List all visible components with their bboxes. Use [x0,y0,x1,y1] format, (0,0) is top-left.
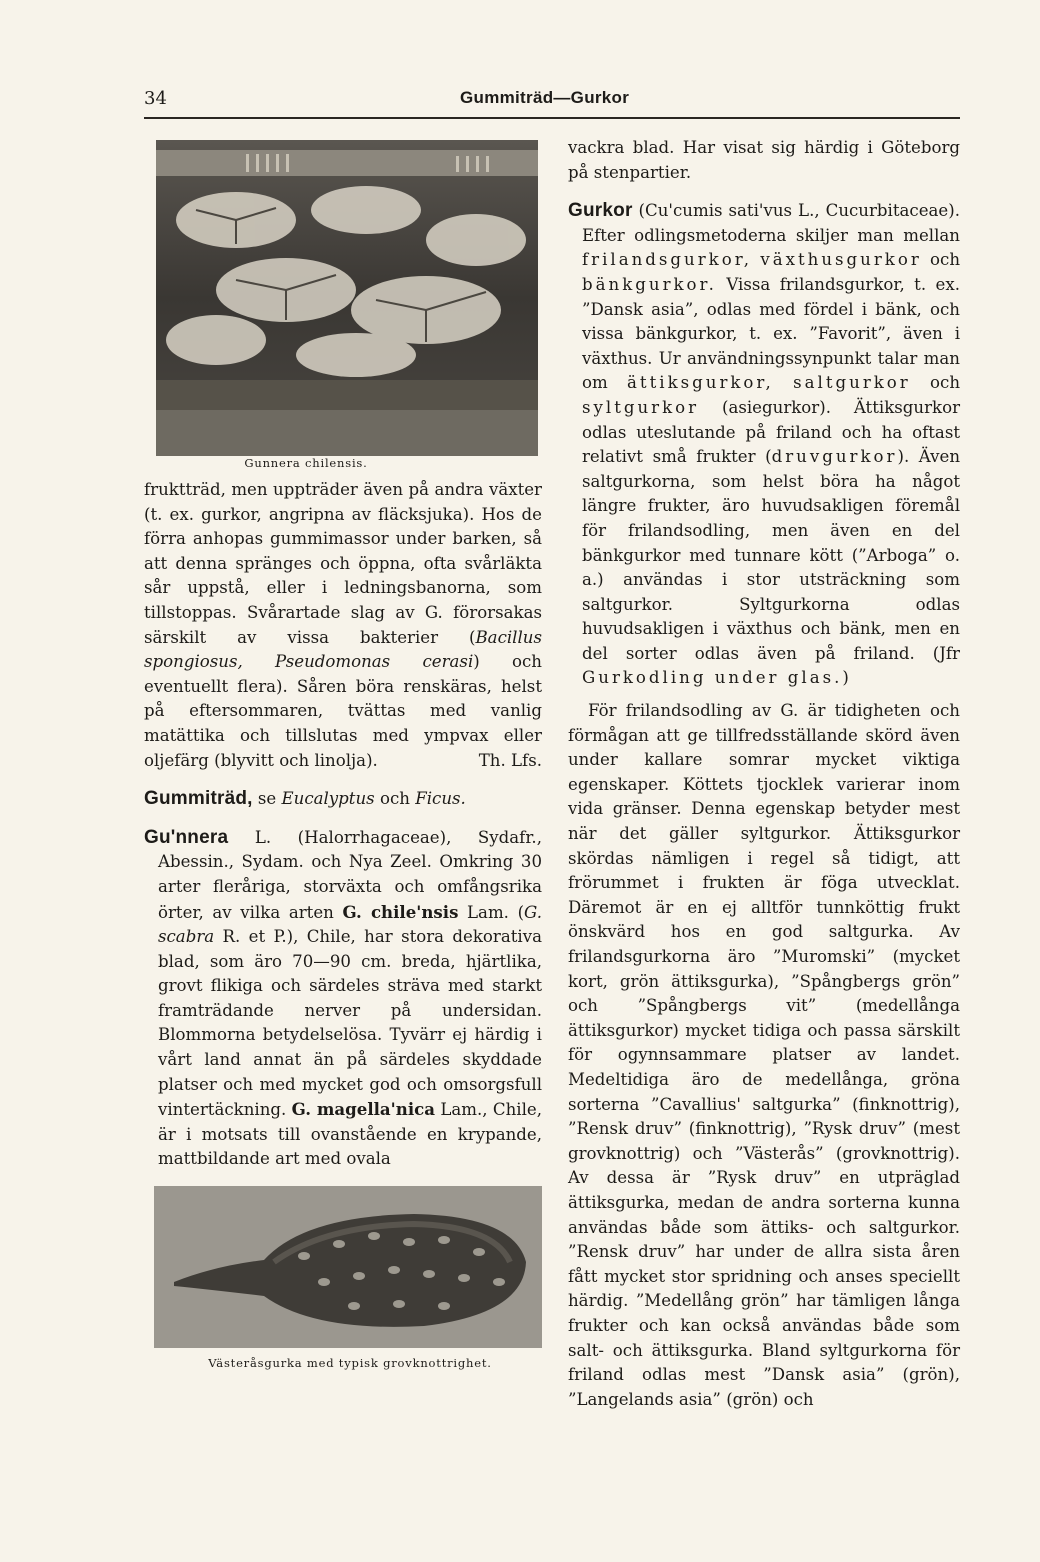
right-continuation-paragraph: vackra blad. Har visat sig härdig i Göteborg på stenpartier. [568,138,960,182]
page-number: 34 [144,88,167,109]
left-column [144,478,542,1172]
cucumber-photo [154,1186,542,1348]
running-head: Gummiträd—Gurkor [460,88,630,107]
gurkor-paragraph-2: För frilandsodling av G. är tidigheten och förmågan att ge tillfredsställande skörd även under kallare somrar mycket viktiga egenskaper. Köttets tjocklek varierar inom vida gränser. Denna egenskap betyder mest när det gäller syltgurkor. Ättiksgurkor skördas nämligen i regel så tidigt, att frörummet i frukten är föga utvecklat. Däremot är en ej alltför tunnköttig frukt önskvärd hos en god saltgurka. Av frilandsgurkorna äro ”Muromski” (mycket kort, grön ättiksgurka), ”Spångbergs grön” och ”Spångbergs vit” (medellånga ättiksgurkor) mycket tidiga och passa särskilt för ogynnsammare platser av landet. Medeltidiga äro de medellånga, gröna sorterna ”Cavallius' saltgurka” (finknottrig), ”Rensk druv” (finknottrig), ”Rysk druv” (mest grovknottrig) och ”Västerås” (grovknottrig). Av dessa är ”Rysk druv” en utpräglad ättiksgurka, medan de andra sorterna kunna användas både som ättiks- och saltgurkor. ”Rensk druv” har under de allra sista åren fått mycket stor spridning och anses speciellt härdig. ”Medellång grön” har tämligen långa frukter och kan också användas både som salt- och ättiksgurka. Bland syltgurkorna för friland odlas mest ”Dansk asia” (grön), ”Langelands asia” (grön) och [568,701,960,1409]
author-signature: Th. Lfs. [478,750,542,770]
gunnera-caption: Gunnera chilensis. [244,456,368,470]
headword-gurkor: Gurkor [568,200,633,222]
right-column [568,136,960,1412]
left-continuation-paragraph: fruktträd, men uppträder även på andra växter (t. ex. gurkor, angripna av fläcksjuka). Hos de förra anhopas gummimassor under barken, så att denna spränges och öppna, ofta svårläkta sår uppstå, eller i ledningsbanorna, som tillstoppas. Svårartade slag av G. förorsakas särskilt av vissa bakterier (Bacillus spongiosus, Pseudomonas cerasi) och eventuellt flera). Såren böra renskäras, helst på eftersommaren, tvättas med vanlig matättika och tillslutas med ympvax eller oljefärg (blyvitt och linolja). Th. Lfs. [144,478,542,773]
entry-gurkor: Gurkor (Cu'cumis sati'vus L., Cucurbitaceae). Efter odlingsmetoderna skiljer man mellan frilandsgurkor, växthusgurkor och bänkgurkor. Vissa frilandsgurkor, t. ex. ”Dansk asia”, odlas med fördel i bänk, och vissa bänkgurkor, t. ex. ”Favorit”, även i växthus. Ur användningssynpunkt talar man om ättiksgurkor, saltgurkor och syltgurkor (asiegurkor). Ättiksgurkor odlas uteslutande på friland och ha oftast relativt små frukter (druvgurkor). Även saltgurkorna, som helst böra ha något längre frukter, äro huvudsakligen föremål för frilandsodling, men även en del bänkgurkor med tunnare kött (”Arboga” o. a.) användas i stor utsträckning som saltgurkor. Syltgurkorna odlas huvudsakligen i växthus och bänk, men en del sorter odlas även på friland. (Jfr Gurkodling under glas.) [568,200,961,688]
cucumber-caption: Västeråsgurka med typisk grovknottrighet. [208,1356,492,1370]
header-rule [144,117,960,119]
entry-gunnera: Gu'nnera L. (Halorrhagaceae), Sydafr., Abessin., Sydam. och Nya Zeel. Omkring 30 arter fleråriga, storväxta och omfångsrika örter, av vilka arten G. chile'nsis Lam. (G. scabra R. et P.), Chile, har stora dekorativa blad, som äro 70—90 cm. breda, hjärtlika, grovt flikiga och särdeles sträva med starkt framträdande nerver på undersidan. Blommorna betydelselösa. Tyvärr ej härdig i vårt land annat än på särdeles skyddade platser och med mycket god och omsorgsfull vintertäckning. G. magella'nica Lam., Chile, är i motsats till ovanstående en krypande, mattbildande art med ovala [144,826,542,1169]
headword-gummitrad: Gummiträd, [144,788,253,810]
headword-gunnera: Gu'nnera [144,826,229,848]
entry-gummitrad: Gummiträd, se Eucalyptus och Ficus. [144,788,466,810]
gunnera-photo [156,140,538,456]
